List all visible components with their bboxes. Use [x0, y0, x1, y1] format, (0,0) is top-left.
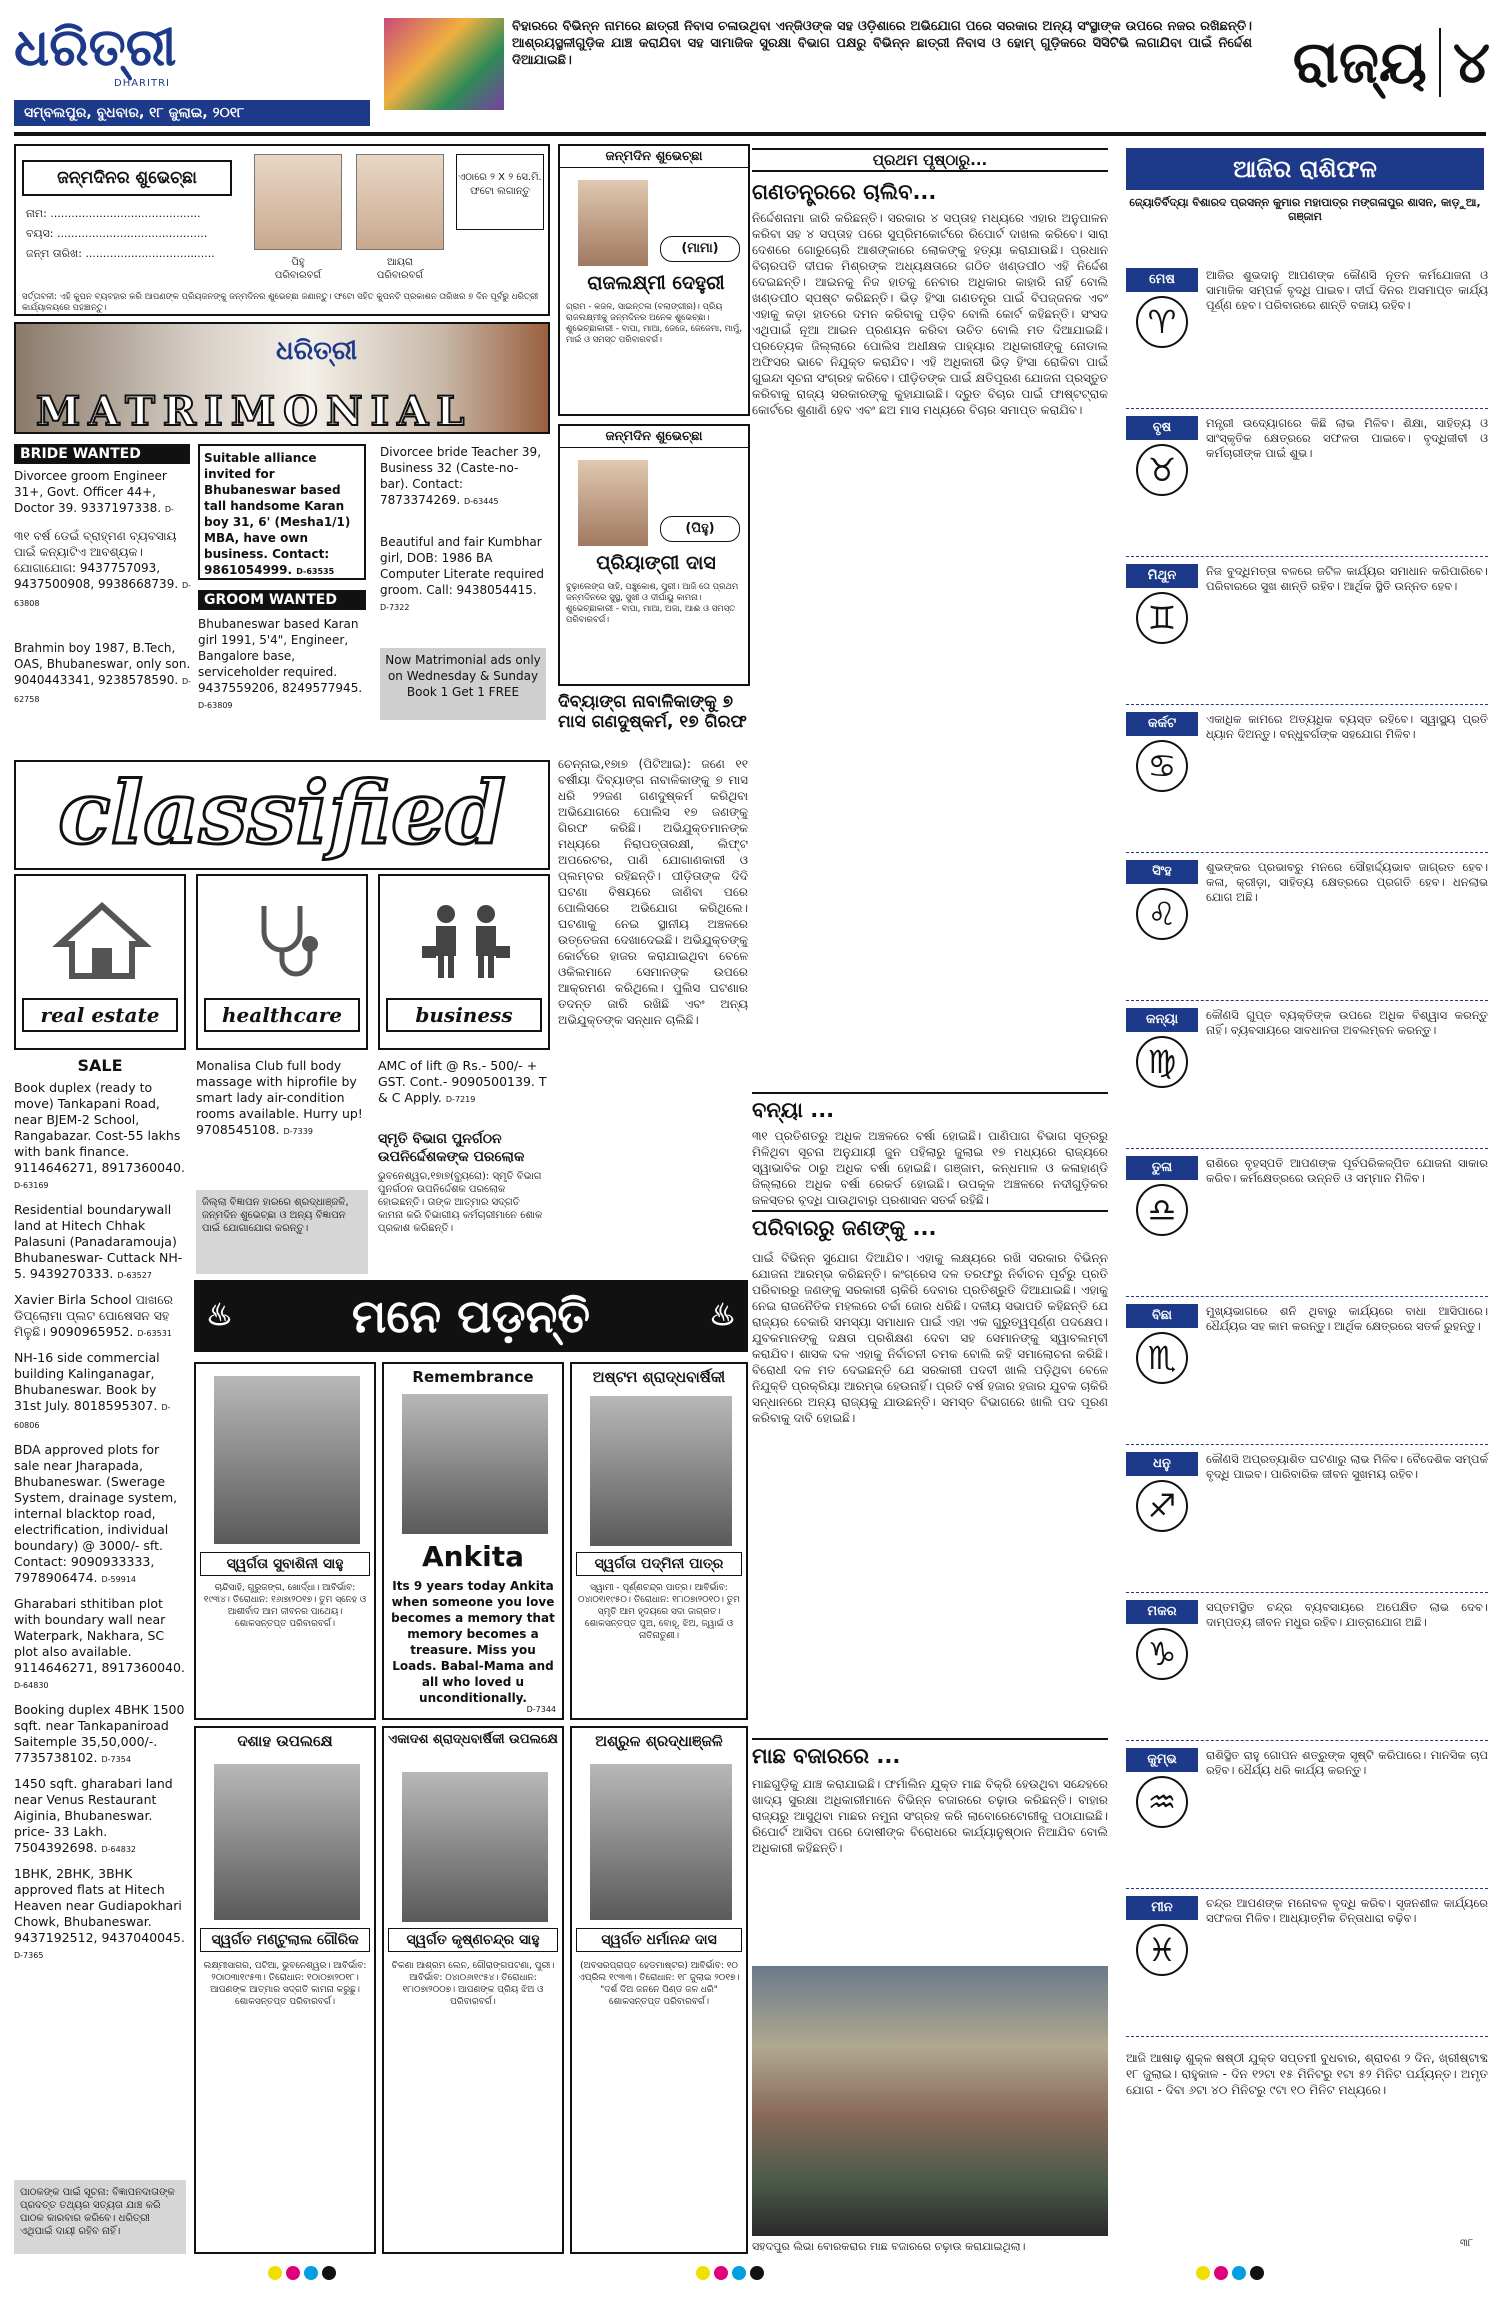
memorial-body: ଲକ୍ଷ୍ମୀସାଗର, ପଟିଆ, ଭୁବନେଶ୍ୱର। ଆବିର୍ଭାବ: ୨୦ା୦୩ା୧୯୫୩। ତିରୋଧାନ: ୧୦ା୦୭ା୨୦୧୮। ଆପଣଙ୍କ ଆତ୍ମାର ସଦ୍‌ଗତି କାମନା କରୁଛୁ। ଶୋକସନ୍ତପ୍ତ ପରିବାରବର୍ଗ। — [203, 1961, 367, 2007]
memorial-card — [194, 1362, 376, 1720]
memorial-name: Ankita — [421, 1540, 525, 1573]
sign-separator — [1126, 1296, 1488, 1297]
ad-code: D-63809 — [198, 701, 233, 710]
ad-code: D-7219 — [445, 1095, 476, 1104]
sign-separator — [1126, 1000, 1488, 1001]
kid-from: ପରିବାରବର୍ଗ — [274, 270, 322, 281]
classified-ad — [14, 1080, 186, 1194]
kid-caption — [350, 256, 450, 282]
sign-separator — [1126, 1888, 1488, 1889]
birthday-coupon — [14, 144, 550, 316]
healthcare-note: ଜିଲ୍ଲା ବିଜ୍ଞାପନ ହାରରେ ଶ୍ରଦ୍ଧାଞ୍ଜଳି, ଜନ୍ମଦିନ ଶୁଭେଚ୍ଛା ଓ ଅନ୍ୟ ବିଜ୍ଞାପନ ପାଇଁ ଯୋଗାଯୋଗ କରନ୍ତୁ। — [196, 1190, 368, 1274]
ad-code: D-7365 — [14, 1951, 44, 1960]
ad-text: ୩୧ ବର୍ଷ ଡେଇଁ ବ୍ରାହ୍ମଣ ବ୍ୟବସାୟ ପାଇଁ କନ୍ୟାଟିଏ ଆବଶ୍ୟକ। ଯୋଗାଯୋଗ: 9437757093, 9437500908, 9938668739. — [14, 529, 179, 591]
dateline: ସମ୍ବଲପୁର, ବୁଧବାର, ୧୮ ଜୁଲାଇ, ୨୦୧୮ — [14, 100, 370, 126]
zodiac-icon: ♊ — [1136, 592, 1188, 644]
memorial-photo — [214, 1764, 360, 1920]
zodiac-icon: ♐ — [1136, 1480, 1188, 1532]
memorial-body: ଚାନ୍ଦିସାହି, ଗୁରୁଜଙ୍ଗ, ଖୋର୍ଦ୍ଧା। ଆବିର୍ଭାବ: ୧୯୩୪। ତିରୋଧାନ: ୧୬ା୭ା୨୦୧୭। ତୁମ ସ୍ନେହ ଓ ଆଶୀର୍ବାଦ ଆମ ଜୀବନର ପାଥେୟ। ଶୋକସନ୍ତପ୍ତ ପରିବାରବର୍ଗ। — [203, 1583, 367, 1629]
memorial-title: ଦଶାହ ଉପଲକ୍ଷେ — [237, 1732, 333, 1750]
ad-text: AMC of lift @ Rs.- 500/- + GST. Cont.- 9090500139. T & C Apply. — [378, 1058, 547, 1105]
remembrance-banner — [194, 1280, 748, 1352]
birthday-ad-relation: (ପିହୁ) — [660, 516, 740, 542]
sign-prediction: ଚନ୍ଦ୍ର ଆପଣଙ୍କ ମନୋବଳ ବୃଦ୍ଧି କରିବ। ସୃଜନଶୀଳ କାର୍ଯ୍ୟରେ ସଫଳତା ମିଳିବ। ଆଧ୍ୟାତ୍ମିକ ଚିନ୍ତାଧାରା ବଢ଼ିବ। — [1206, 1896, 1488, 1925]
birthday-ad-relation: (ମାମା) — [660, 236, 740, 262]
sign-prediction: କୌଣସି ଅପ୍ରତ୍ୟାଶିତ ଘଟଣାରୁ ଲାଭ ମିଳିବ। ବୈଦେଶିକ ସମ୍ପର୍କ ବୃଦ୍ଧି ପାଇବ। ପାରିବାରିକ ଜୀବନ ସୁଖମୟ ରହିବ। — [1206, 1452, 1488, 1481]
reader-note: ପାଠକଙ୍କ ପାଇଁ ସୂଚନା: ବିଜ୍ଞାପନଦାତାଙ୍କ ପ୍ରଦତ୍ତ ତଥ୍ୟର ସତ୍ୟତା ଯାଞ୍ଚ କରି ପାଠକ କାରବାର କରିବେ। ଧରିତ୍ରୀ ଏଥିପାଇଁ ଦାୟୀ ରହିବ ନାହିଁ। — [14, 2180, 186, 2254]
ad-code: D-63808 — [14, 581, 192, 608]
lamp-icon: ♨ — [709, 1298, 736, 1333]
category-label: healthcare — [204, 998, 360, 1032]
memorial-name: ସ୍ୱର୍ଗତା ପଦ୍ମିନୀ ପାତ୍ର — [576, 1552, 742, 1576]
ad-code: D-7344 — [526, 1705, 556, 1714]
category-real-estate — [14, 874, 186, 1050]
page-label — [1250, 28, 1490, 108]
zodiac-icon: ♒ — [1136, 1776, 1188, 1828]
ad-code: D-60806 — [14, 1403, 171, 1430]
healthcare-column — [196, 1058, 368, 1188]
category-label: real estate — [22, 998, 178, 1032]
horoscope-sign — [1126, 1156, 1488, 1296]
header-rule — [14, 132, 1486, 136]
birthday-ad-body: ଗ୍ରାମ - କଜଳ, ସାଇନ୍ତଳା (ବଲାଙ୍ଗୀର)। ପ୍ରିୟ ରାଜଲକ୍ଷ୍ମୀକୁ ଜନ୍ମଦିନର ଅନେକ ଶୁଭେଚ୍ଛା। ଶୁଭେଚ୍ଛାକାରୀ - ବାପା, ମାଆ, ଜେଜେ, ଜେଜେମା, ମାମୁଁ, ମାଇଁ ଓ ସମସ୍ତ ପରିବାରବର୍ଗ। — [566, 302, 742, 345]
sign-name: କୁମ୍ଭ — [1126, 1748, 1198, 1772]
matrimonial-word: MATRIMONIAL — [36, 388, 473, 435]
ad-text: BDA approved plots for sale near Jharapada, Bhubaneswar. (Swerage System, drainage system, internal blacktop road, electrification, individual boundary) @ 3000/- sft. Contact: 9090933333, 7978906474. — [14, 1442, 178, 1585]
category-business — [378, 874, 550, 1050]
ad-text: Residential boundarywall land at Hitech Chhak Palasuni (Panadaramouja) Bhubaneswar- Cuttack NH-5. 9439270333. — [14, 1202, 183, 1281]
horoscope-sign — [1126, 564, 1488, 704]
birthday-ad-caption: ଜନ୍ମଦିନ ଶୁଭେଚ୍ଛା — [560, 146, 748, 168]
ad-code: D-7354 — [101, 1755, 131, 1764]
classified-ad — [14, 1776, 186, 1858]
matrimonial-ad — [198, 616, 368, 726]
story-body: ପାଇଁ ବିଭିନ୍ନ ସୁଯୋଗ ଦିଆଯିବ। ଏହାକୁ ଲକ୍ଷ୍ୟରେ ରଖି ସରକାର ବିଭିନ୍ନ ଯୋଜନା ଆରମ୍ଭ କରିଛନ୍ତି। କଂଗ୍ରେସ ଦଳ ତରଫରୁ ନିର୍ବାଚନ ପୂର୍ବରୁ ପ୍ରତି ପରିବାରରୁ ଜଣଙ୍କୁ ସରକାରୀ ଚାକିରି ଦେବାର ପ୍ରତିଶ୍ରୁତି ଦିଆଯାଇଛି। ଏହାକୁ ନେଇ ରାଜନୈତିକ ମହଲରେ ଚର୍ଚ୍ଚା ଜୋର ଧରିଛି। ଦଳୀୟ ସଭାପତି କହିଛନ୍ତି ଯେ ରାଜ୍ୟର ବେକାରି ସମସ୍ୟା ସମାଧାନ ପାଇଁ ଏହା ଏକ ଗୁରୁତ୍ୱପୂର୍ଣ୍ଣ ପଦକ୍ଷେପ। ଯୁବକମାନଙ୍କୁ ଦକ୍ଷତା ପ୍ରଶିକ୍ଷଣ ଦେବା ସହ ସେମାନଙ୍କୁ ସ୍ୱାବଲମ୍ବୀ କରାଯିବ। ଶାସକ ଦଳ ଏହାକୁ ନିର୍ବାଚନୀ ଚମକ ବୋଲି କହି ସମାଲୋଚନା କରିଛି। ବିରୋଧୀ ଦଳ ମତ ଦେଇଛନ୍ତି ଯେ ସରକାରୀ ପଦବୀ ଖାଲି ପଡ଼ିଥିବା ବେଳେ ନିଯୁକ୍ତି ପ୍ରକ୍ରିୟା ଆରମ୍ଭ ହେଉନାହିଁ। ପ୍ରତି ବର୍ଷ ହଜାର ହଜାର ଯୁବକ ଚାକିରି ସନ୍ଧାନରେ ଅନ୍ୟ ରାଜ୍ୟକୁ ଯାଉଛନ୍ତି। ସମସ୍ତ ବିଭାଗରେ ଖାଲି ପଦ ପୂରଣ କରିବାକୁ ଦାବି ହୋଇଛି। — [752, 1251, 1108, 1425]
birthday-ad-photo — [578, 180, 648, 266]
sign-name: ବିଛା — [1126, 1304, 1198, 1328]
horoscope-sign — [1126, 712, 1488, 852]
birthday-ad — [558, 424, 750, 686]
field-name[interactable]: ନାମ: ........................................... — [26, 207, 201, 220]
story-body: ମାଛଗୁଡ଼ିକୁ ଯାଞ୍ଚ କରାଯାଇଛି। ଫର୍ମାଲିନ ଯୁକ୍ତ ମାଛ ବିକ୍ରି ହେଉଥିବା ସନ୍ଦେହରେ ଖାଦ୍ୟ ସୁରକ୍ଷା ଅଧିକାରୀମାନେ ବିଭିନ୍ନ ବଜାରରେ ଚଢ଼ାଉ କରିଛନ୍ତି। ବାହାର ରାଜ୍ୟରୁ ଆସୁଥିବା ମାଛର ନମୁନା ସଂଗ୍ରହ କରି ଲାବୋରେଟୋରୀକୁ ପଠାଯାଇଛି। ରିପୋର୍ଟ ଆସିବା ପରେ ଦୋଷୀଙ୍କ ବିରୋଧରେ କାର୍ଯ୍ୟାନୁଷ୍ଠାନ ନିଆଯିବ ବୋଲି ଅଧିକାରୀ କହିଛନ୍ତି। — [752, 1777, 1108, 1855]
sign-separator — [1126, 2036, 1488, 2037]
memorial-name: ସ୍ୱର୍ଗତ କୃଷ୍ଣଚନ୍ଦ୍ର ସାହୁ — [388, 1928, 558, 1952]
memorial-photo — [214, 1376, 360, 1544]
horoscope-sign — [1126, 860, 1488, 1000]
ad-text: Booking duplex 4BHK 1500 sqft. near Tankapaniroad Saitemple 35,50,000/-. 7735738102. — [14, 1702, 185, 1765]
sign-name: ଧନୁ — [1126, 1452, 1198, 1476]
field-dob[interactable]: ଜନ୍ମ ତାରିଖ: ..................................... — [26, 247, 215, 260]
horoscope-sign — [1126, 1008, 1488, 1148]
ad-code: D-63169 — [14, 1181, 49, 1190]
ad-code: D-62758 — [14, 677, 192, 704]
sign-separator — [1126, 852, 1488, 853]
classified-banner: classified — [14, 760, 550, 870]
stethoscope-icon — [234, 900, 334, 980]
memorial-title: Remembrance — [412, 1368, 534, 1386]
sign-name: କନ୍ୟା — [1126, 1008, 1198, 1032]
ad-text: Suitable alliance invited for Bhubaneswar based tall handsome Karan boy 31, 6' (Mesha1/1) MBA, have own business. Contact: 9861054999. — [204, 451, 351, 577]
sign-prediction: ଶୁଭଙ୍କର ପ୍ରଭାବରୁ ମନରେ ସୌହାର୍ଦ୍ଦ୍ୟଭାବ ଜାଗ୍ରତ ହେବ। କଳା, କ୍ରୀଡ଼ା, ସାହିତ୍ୟ କ୍ଷେତ୍ରରେ ପ୍ରଗତି ହେବ। ଧନଲାଭ ଯୋଗ ଅଛି। — [1206, 860, 1488, 904]
header-teaser: ବିହାରରେ ବିଭିନ୍ନ ନାମରେ ଛାତ୍ରୀ ନିବାସ ଚଳାଉଥିବା ଏନ୍‌ଜିଓଙ୍କ ସହ ଓଡ଼ିଶାରେ ଅଭିଯୋଗ ପରେ ସରକାର ଅନ୍ୟ ସଂସ୍ଥାଙ୍କ ଉପରେ ନଜର ରଖିଛନ୍ତି। ଆଶ୍ରୟସ୍ଥଳୀଗୁଡ଼ିକ ଯାଞ୍ଚ କରାଯିବା ସହ ସାମାଜିକ ସୁରକ୍ଷା ବିଭାଗ ପକ୍ଷରୁ ବିଭିନ୍ନ ଛାତ୍ରୀ ନିବାସ ଓ ହୋମ୍‌ ଗୁଡ଼ିକରେ ସିସିଟିଭି ଲଗାଯିବା ପାଇଁ ନିର୍ଦ୍ଦେଶ ଦିଆଯାଇଛି। — [512, 19, 1252, 68]
memorial-body: ସ୍ୱାମୀ - ପୂର୍ଣ୍ଣଚନ୍ଦ୍ର ପାତ୍ର। ଆବିର୍ଭାବ: ୦୪ା୦୧ା୧୯୫୦। ତିରୋଧାନ: ୧୮ା୦୭ା୨୦୧୦। ତୁମ ସ୍ମୃତି ଆମ ହୃଦୟରେ ସଦା ଜାଗ୍ରତ। ଶୋକସନ୍ତପ୍ତ ପୁଅ, ବୋହୂ, ଝିଅ, ଜ୍ୱାଇଁ ଓ ନାତିନାତୁଣୀ। — [578, 1583, 740, 1641]
zodiac-icon: ♎ — [1136, 1184, 1188, 1236]
ad-text: Bhubaneswar based Karan girl 1991, 5'4", Engineer, Bangalore base, serviceholder required. 9437559206, 8249577945. — [198, 617, 363, 695]
sign-separator — [1126, 1740, 1488, 1741]
ad-code: D-63535 — [296, 567, 335, 576]
birthday-ad — [558, 144, 750, 416]
memorial-photo — [590, 1396, 732, 1546]
memorial-photo — [402, 1394, 548, 1534]
obituary-news-body: ଭୁବନେଶ୍ୱର,୧୭ା୭(ବ୍ୟୁରୋ): ସ୍ମୃତି ବିଭାଗ ପୁନର୍ଗଠନ ଉପନିର୍ଦ୍ଦେଶକ ପରଲୋକ ହୋଇଛନ୍ତି। ତାଙ୍କ ଆତ୍ମାର ସଦ୍‌ଗତି କାମନା କରି ବିଭାଗୀୟ କର୍ମଚାରୀମାନେ ଶୋକ ପ୍ରକାଶ କରିଛନ୍ତି। — [378, 1171, 543, 1234]
classified-ad — [14, 1702, 186, 1768]
story-heading: ମାଛ ବଜାରରେ ... — [752, 1744, 901, 1768]
matrimonial-ad — [380, 444, 546, 530]
zodiac-icon: ♏ — [1136, 1332, 1188, 1384]
kid-name: ପିହୁ — [291, 257, 305, 268]
story-heading: ବନ୍ୟା ... — [752, 1098, 835, 1122]
zodiac-icon: ♍ — [1136, 1036, 1188, 1088]
memorial-card — [194, 1726, 376, 2254]
classified-ad — [378, 1058, 548, 1108]
masthead — [14, 18, 374, 128]
classified-ad — [14, 1202, 186, 1284]
kid-from: ପରିବାରବର୍ଗ — [376, 270, 424, 281]
ad-code: D-64832 — [101, 1845, 136, 1854]
matrimonial-banner — [14, 322, 550, 434]
ad-text: Gharabari sthitiban plot with boundary wall near Waterpark, Nakhara, SC plot also available. 9114646271, 8917360040. — [14, 1596, 185, 1675]
page-code: ୩୮ — [1460, 2238, 1474, 2249]
birthday-ad-name: ପ୍ରିୟାଙ୍ଗୀ ଦାସ — [596, 552, 716, 574]
classified-ad — [14, 1866, 186, 1964]
ad-code: D-7322 — [380, 603, 410, 612]
classified-ad — [14, 1442, 186, 1588]
kid-photo — [356, 154, 444, 250]
matrimonial-ad — [14, 640, 192, 724]
ad-text: Divorcee bride Teacher 39, Business 32 (Caste-no-bar). Contact: 7873374269. — [380, 445, 542, 507]
classified-ad — [14, 1350, 186, 1434]
lamp-icon: ♨ — [206, 1298, 233, 1333]
birthday-ad-caption: ଜନ୍ମଦିନ ଶୁଭେଚ୍ଛା — [560, 426, 748, 448]
ad-text: Book duplex (ready to move) Tankapani Road, near BJEM-2 School, Rangabazar. Cost-55 lakhs with bank finance. 9114646271, 8917360040. — [14, 1080, 185, 1175]
horoscope-sign — [1126, 416, 1488, 556]
horoscope-title: ଆଜିର ରାଶିଫଳ — [1126, 148, 1484, 190]
news-body: ଚେନ୍ନାଇ,୧୭ା୭ (ପିଟିଆଇ): ଜଣେ ୧୧ ବର୍ଷୀୟା ଦିବ୍ୟାଙ୍ଗ ନାବାଳିକାଙ୍କୁ ୭ ମାସ ଧରି ୨୨ଜଣ ଗଣଦୁଷ୍କର୍ମ କରିଥିବା ଅଭିଯୋଗରେ ପୋଲିସ ୧୭ ଜଣଙ୍କୁ ଗିରଫ କରିଛି। ଅଭିଯୁକ୍ତମାନଙ୍କ ମଧ୍ୟରେ ନିରାପତ୍ତାରକ୍ଷୀ, ଲିଫ୍ଟ ଅପରେଟର, ପାଣି ଯୋଗାଣକାରୀ ଓ ପ୍ଲମ୍ବର ରହିଛନ୍ତି। ପୀଡ଼ିତାଙ୍କ ଦିଦି ଘଟଣା ବିଷୟରେ ଜାଣିବା ପରେ ପୋଲିସରେ ଅଭିଯୋଗ କରିଥିଲେ। ଘଟଣାକୁ ନେଇ ସ୍ଥାନୀୟ ଅଞ୍ଚଳରେ ଉତ୍ତେଜନା ଦେଖାଦେଇଛି। ଅଭିଯୁକ୍ତଙ୍କୁ କୋର୍ଟରେ ହାଜର କରାଯାଇଥିବା ବେଳେ ଓକିଲମାନେ ସେମାନଙ୍କ ଉପରେ ଆକ୍ରମଣ କରିଥିଲେ। ପୁଲିସ ଘଟଣାର ତଦନ୍ତ ଜାରି ରଖିଛି ଏବଂ ଅନ୍ୟ ଅଭିଯୁକ୍ତଙ୍କ ସନ୍ଧାନ ଚାଲିଛି। — [558, 757, 748, 1027]
birthday-ad-body: ବୁଢ଼ାଲେଙ୍ଗ ସାହି, ପଞ୍ଚୁକୋଶ, ପୁରୀ। ଆଜି ତୋ ପ୍ରଥମ ଜନ୍ମଦିନରେ ସୁସ୍ଥ, ସୁଖୀ ଓ ଦୀର୍ଘାୟୁ କାମନା। ଶୁଭେଚ୍ଛାକାରୀ - ବାପା, ମାଆ, ଅଜା, ଆଈ ଓ ସମସ୍ତ ପରିବାରବର୍ଗ। — [566, 582, 739, 625]
obituary-news — [378, 1130, 548, 1276]
sign-prediction: ରାଶିରେ ବୃହସ୍ପତି ଆପଣଙ୍କ ପୂର୍ବପରିକଳ୍ପିତ ଯୋଜନା ସାକାର କରିବ। କର୍ମକ୍ଷେତ୍ରରେ ଉନ୍ନତି ଓ ସମ୍ମାନ ମିଳିବ। — [1206, 1156, 1488, 1185]
birthday-coupon-fields — [26, 204, 246, 264]
horoscope-byline: ଜ୍ୟୋତିର୍ବିଦ୍ୟା ବିଶାରଦ ପ୍ରସନ୍ନ କୁମାର ମହାପାତ୍ର ମଙ୍ଗଳାପୁର ଶାସନ, କାଡ଼ୁଆ, ଗଞ୍ଜାମ — [1129, 196, 1481, 223]
memorial-title: ଅଷ୍ଟମ ଶ୍ରାଦ୍ଧବାର୍ଷିକୀ — [592, 1368, 726, 1386]
zodiac-icon: ♓ — [1136, 1924, 1188, 1976]
businessmen-icon — [416, 900, 516, 980]
newspaper-logo: ଧରିତ୍ରୀ — [14, 17, 177, 78]
ad-code: D- — [164, 505, 174, 514]
classified-ad — [14, 1596, 186, 1694]
memorial-body: ଚିକଣା ଆଶ୍ରମ ଲେନ, ଗୌରାଙ୍ଗପଟଣା, ପୁରୀ। ଆବିର୍ଭାବ: ୦୪ା୦୬ା୧୯୫୪। ତିରୋଧାନ: ୧୮ା୦୭ା୨୦୦୭। ଆପଣଙ୍କ ପ୍ରିୟ ଝିଅ ଓ ପରିବାରବର୍ଗ। — [391, 1961, 555, 2007]
memorial-photo — [590, 1764, 732, 1920]
memorial-title: ଅଶ୍ରୁଳ ଶ୍ରଦ୍ଧାଞ୍ଜଳି — [595, 1732, 723, 1750]
sign-prediction: ମୁଖ୍ୟଭାଗରେ ଶନି ଥିବାରୁ କାର୍ଯ୍ୟରେ ବାଧା ଆସିପାରେ। ଧୈର୍ଯ୍ୟର ସହ କାମ କରନ୍ତୁ। ଆର୍ଥିକ କ୍ଷେତ୍ରରେ ସତର୍କ ରୁହନ୍ତୁ। — [1206, 1304, 1488, 1333]
story-divider — [752, 1092, 1108, 1094]
sign-separator — [1126, 556, 1488, 557]
memorial-name: ସ୍ୱର୍ଗତ ଧର୍ମାନନ୍ଦ ଦାସ — [576, 1928, 742, 1952]
horoscope-sign — [1126, 268, 1488, 408]
horoscope-sign — [1126, 1452, 1488, 1592]
matrimonial-ad — [380, 534, 546, 638]
remembrance-banner-text: ମନେ ପଡ଼ନ୍ତି — [351, 1289, 591, 1343]
ad-code: D-59914 — [101, 1575, 136, 1584]
sign-prediction: ନିଜ ବୁଦ୍ଧିମତ୍ତା ବଳରେ ଜଟିଳ କାର୍ଯ୍ୟର ସମାଧାନ କରିପାରିବେ। ପରିବାରରେ ସୁଖ ଶାନ୍ତି ରହିବ। ଆର୍ଥିକ ସ୍ଥିତି ଉନ୍ନତ ହେବ। — [1206, 564, 1488, 593]
sign-prediction: ରାଶିସ୍ଥିତ ରାହୁ ଗୋପନ ଶତ୍ରୁଙ୍କ ସୃଷ୍ଟି କରିପାରେ। ମାନସିକ ଚାପ ରହିବ। ଧୈର୍ଯ୍ୟ ଧରି କାର୍ଯ୍ୟ କରନ୍ତୁ। — [1206, 1748, 1488, 1777]
sign-prediction: କୌଣସି ଗୁପ୍ତ ବ୍ୟକ୍ତିଙ୍କ ଉପରେ ଅଧିକ ବିଶ୍ୱାସ କରନ୍ତୁ ନାହିଁ। ବ୍ୟବସାୟରେ ସାବଧାନତା ଅବଲମ୍ବନ କରନ୍ତୁ। — [1206, 1008, 1488, 1037]
real-estate-column — [14, 1058, 186, 2178]
sign-separator — [1126, 1444, 1488, 1445]
ad-text: Monalisa Club full body massage with hiprofile by smart lady air-condition rooms available. Hurry up! 9708545108. — [196, 1058, 363, 1137]
obituary-news-heading: ସ୍ମୃତି ବିଭାଗ ପୁନର୍ଗଠନ ଉପନିର୍ଦ୍ଦେଶକଙ୍କ ପରଲୋକ — [378, 1131, 525, 1165]
sign-separator — [1126, 704, 1488, 705]
page-section: ରାଜ୍ୟ — [1292, 28, 1427, 96]
field-age[interactable]: ବୟସ: ........................................... — [26, 227, 208, 240]
groom-wanted-label: GROOM WANTED — [198, 590, 366, 610]
story-heading: ପରିବାରରୁ ଜଣଙ୍କୁ ... — [752, 1216, 937, 1240]
ad-text: NH-16 side commercial building Kalinganagar, Bhubaneswar. Book by 31st July. 8018595307. — [14, 1350, 160, 1413]
sign-separator — [1126, 1592, 1488, 1593]
business-column — [378, 1058, 548, 1128]
house-icon — [52, 900, 152, 980]
ad-code: D-7339 — [283, 1127, 313, 1136]
memorial-title: ଏକାଦଶ ଶ୍ରାଦ୍ଧବାର୍ଷିକୀ ଉପଲକ୍ଷେ — [388, 1732, 558, 1747]
memorial-name: ସ୍ୱର୍ଗତା ସୁବାଶିନୀ ସାହୁ — [200, 1552, 370, 1576]
memorial-card — [570, 1362, 748, 1720]
story-heading: ଗଣତନ୍ତ୍ରରେ ଚାଲିବ... — [752, 180, 937, 204]
birthday-ad-name: ରାଜଲକ୍ଷ୍ମୀ ଦେହୁରୀ — [587, 272, 725, 294]
birthday-coupon-title: ଜନ୍ମଦିନର ଶୁଭେଚ୍ଛା — [22, 160, 232, 196]
zodiac-icon: ♌ — [1136, 888, 1188, 940]
story-body: ୩୧ ପ୍ରତିଶତରୁ ଅଧିକ ଅଞ୍ଚଳରେ ବର୍ଷା ହୋଇଛି। ପାଣିପାଗ ବିଭାଗ ସୂତ୍ରରୁ ମିଳିଥିବା ସୂଚନା ଅନୁଯାୟୀ ଜୁନ ପହିଲାରୁ ଜୁଲାଇ ୧୭ ମଧ୍ୟରେ ରାଜ୍ୟରେ ସ୍ୱାଭାବିକ ଠାରୁ ଅଧିକ ବର୍ଷା ହୋଇଛି। ଗଞ୍ଜାମ, କନ୍ଧମାଳ ଓ କଳାହାଣ୍ଡି ଜିଲ୍ଲାରେ ଅଧିକ ବର୍ଷା ରେକର୍ଡ ହୋଇଛି। ଉପକୂଳ ଅଞ୍ଚଳରେ ନଦୀଗୁଡ଼ିକର ଜଳସ୍ତର ବୃଦ୍ଧି ପାଉଥିବାରୁ ପ୍ରଶାସନ ସତର୍କ ରହିଛି। — [752, 1129, 1108, 1206]
sign-name: କର୍କଟ — [1126, 712, 1198, 736]
memorial-name: ସ୍ୱର୍ଗତ ମଣ୍ଟୁଲାଲ ଗୌରିକ — [200, 1928, 370, 1952]
classified-ad — [14, 1292, 186, 1342]
memorial-body: Its 9 years today Ankita when someone you love becomes a memory that memory becomes a treasure. Miss you Loads. Babal-Mama and all who loved u unconditionally. — [391, 1579, 555, 1705]
memorial-card — [570, 1726, 748, 2254]
sign-prediction: ମନ୍ତ୍ରୀ ଉଦ୍ୟୋଗରେ କିଛି ଲାଭ ମିଳିବ। ଶିକ୍ଷା, ସାହିତ୍ୟ ଓ ସାଂସ୍କୃତିକ କ୍ଷେତ୍ରରେ ସଫଳତା ପାଇବେ। ବୃଦ୍ଧିଜୀବୀ ଓ କର୍ମଚାରୀଙ୍କ ପାଇଁ ଶୁଭ। — [1206, 416, 1488, 460]
news-heading: ଦିବ୍ୟାଙ୍ଗ ନାବାଳିକାଙ୍କୁ ୭ ମାସ ଗଣଦୁଷ୍କର୍ମ, ୧୭ ଗିରଫ — [558, 692, 747, 732]
sign-name: ବୃଷ — [1126, 416, 1198, 440]
horoscope-sign — [1126, 1304, 1488, 1444]
memorial-card — [382, 1726, 564, 2254]
sale-heading: SALE — [77, 1058, 123, 1075]
horoscope-sign — [1126, 1748, 1488, 1888]
memorial-photo — [402, 1772, 548, 1922]
sign-name: ତୁଳା — [1126, 1156, 1198, 1180]
ad-text: Divorcee groom Engineer 31+, Govt. Officer 44+, Doctor 39. 9337197338. — [14, 469, 167, 515]
registration-marks — [1196, 2266, 1286, 2286]
ad-code: D-64830 — [14, 1681, 49, 1690]
kid-photo — [254, 154, 342, 250]
story-divider — [752, 1210, 1108, 1212]
sign-name: ମକର — [1126, 1600, 1198, 1624]
matrimonial-logo: ଧରିତ୍ରୀ — [276, 336, 358, 366]
ad-code: D-63527 — [117, 1271, 152, 1280]
ad-code: D-63531 — [137, 1329, 172, 1338]
ad-text: 1BHK, 2BHK, 3BHK approved flats at Hitech Heaven near Gudiapokhari Chowk, Bhubaneswar. 9437192512, 9437040045. — [14, 1866, 185, 1945]
ad-text: Beautiful and fair Kumbhar girl, DOB: 1986 BA Computer Literate required groom. Call: 9438054415. — [380, 535, 545, 597]
horoscope-sign — [1126, 1896, 1488, 2036]
story-body: ନିର୍ଦ୍ଦେଶନାମା ଜାରି କରିଛନ୍ତି। ସରକାର ୪ ସପ୍ତାହ ମଧ୍ୟରେ ଏହାର ଅନୁପାଳନ କରିବା ସହ ୪ ସପ୍ତାହ ପରେ ସୁପ୍ରିମକୋର୍ଟରେ ରିପୋର୍ଟ ଦାଖଲ କରିବେ। ସାରା ଦେଶରେ ଗୋରୁଚୋରି ଆଶଙ୍କାରେ ଲୋକଙ୍କୁ ହତ୍ୟା କରାଯାଉଛି। ପ୍ରଧାନ ବିଚାରପତି ଦୀପକ ମିଶ୍ରଙ୍କ ଅଧ୍ୟକ୍ଷତାରେ ଗଠିତ ଖଣ୍ଡପୀଠ ଏହି ନିର୍ଦ୍ଦେଶ ଦେଇଛନ୍ତି। ଆଇନକୁ ନିଜ ହାତକୁ ନେବାର ଅଧିକାର କାହାରି ନାହିଁ ବୋଲି ଖଣ୍ଡପୀଠ ସ୍ପଷ୍ଟ କରିଛନ୍ତି। ଭିଡ଼ ହିଂସା ଗଣତନ୍ତ୍ର ପାଇଁ ବିପଜ୍ଜନକ ଏବଂ ଏହାକୁ କଡ଼ା ହାତରେ ଦମନ କରିବାକୁ ପଡ଼ିବ ବୋଲି କୋର୍ଟ କହିଛନ୍ତି। ସଂସଦ ଏଥିପାଇଁ ନୂଆ ଆଇନ ପ୍ରଣୟନ କରିବା ଉଚିତ ବୋଲି ମତ ଦିଆଯାଇଛି। ପ୍ରତ୍ୟେକ ଜିଲ୍ଲାରେ ପୋଲିସ ଅଧୀକ୍ଷକ ପାହ୍ୟାର ଅଧିକାରୀଙ୍କୁ ନୋଡାଲ ଅଫିସର ଭାବେ ନିଯୁକ୍ତ କରାଯିବ। ଏହି ଅଧିକାରୀ ଭିଡ଼ ହିଂସା ରୋକିବା ପାଇଁ ଗୁଇନ୍ଦା ସୂଚନା ସଂଗ୍ରହ କରିବେ। ପୀଡ଼ିତଙ୍କ ପାଇଁ କ୍ଷତିପୂରଣ ଯୋଜନା ପ୍ରସ୍ତୁତ କରିବାକୁ ରାଜ୍ୟ ସରକାରଙ୍କୁ କୁହାଯାଇଛି। ଦ୍ରୁତ ବିଚାର ପାଇଁ ଫାଷ୍ଟଟ୍ରାକ କୋର୍ଟରେ ଶୁଣାଣି ହେବ ଏବଂ ଛଅ ମାସ ମଧ୍ୟରେ ବିଚାର ସମାପ୍ତ କରାଯିବ। — [752, 211, 1108, 417]
sign-separator — [1126, 1148, 1488, 1149]
sign-prediction: ଆଜିର ଶୁଭଦାନୁ ଆପଣଙ୍କ କୌଣସି ନୂତନ କର୍ମଯୋଜନା ଓ ସାମାଜିକ ସମ୍ପର୍କ ବୃଦ୍ଧି ପାଇବ। ଦୀର୍ଘ ଦିନର ଅସମାପ୍ତ କାର୍ଯ୍ୟ ପୂର୍ଣ୍ଣ ହେବ। ପରିବାରରେ ଶାନ୍ତି ବଜାୟ ରହିବ। — [1206, 268, 1488, 312]
birthday-ad-photo — [578, 460, 648, 546]
sign-prediction: ସପ୍ତମସ୍ଥିତ ଚନ୍ଦ୍ର ବ୍ୟବସାୟରେ ଅପେକ୍ଷିତ ଲାଭ ଦେବ। ଦାମ୍ପତ୍ୟ ଜୀବନ ମଧୁର ରହିବ। ଯାତ୍ରାଯୋଗ ଅଛି। — [1206, 1600, 1488, 1629]
newspaper-logo-sub: DHARITRI — [114, 78, 170, 89]
bride-wanted-label: BRIDE WANTED — [14, 444, 190, 464]
classified-ad — [196, 1058, 368, 1140]
zodiac-icon: ♈ — [1136, 296, 1188, 348]
category-label: business — [386, 998, 542, 1032]
matrimonial-ad — [14, 468, 192, 520]
matrimonial-featured-ad — [198, 444, 366, 580]
ad-text: Brahmin boy 1987, B.Tech, OAS, Bhubaneswar, only son. 9040443341, 9238578590. — [14, 641, 191, 687]
matrimonial-ad — [14, 528, 192, 612]
story-divider — [752, 1738, 1108, 1740]
memorial-card — [382, 1362, 564, 1720]
sign-name: ମେଷ — [1126, 268, 1198, 292]
registration-marks — [696, 2266, 786, 2286]
kid-caption — [248, 256, 348, 282]
page-number: ୪ — [1439, 28, 1490, 97]
zodiac-icon: ♉ — [1136, 444, 1188, 496]
sign-name: ସିଂହ — [1126, 860, 1198, 884]
horoscope-sign — [1126, 1600, 1488, 1740]
sign-name: ମୀନ — [1126, 1896, 1198, 1920]
memorial-body: (ଅବସରପ୍ରାପ୍ତ ହେଡମାଷ୍ଟର) ଆବିର୍ଭାବ: ୧୦ ଏପ୍ରିଲ ୧୯୩୩। ତିରୋଧାନ: ୧୮ ଜୁଲାଇ ୨୦୧୭। "ଦର୍ଶ ଦିଅ ଜନନେ ପିଣ୍ଡ ଜଳ ଧରି" ଶୋକସନ୍ତପ୍ତ ପରିବାରବର୍ଗ। — [578, 1961, 740, 2007]
fish-market-photo — [752, 1966, 1108, 2236]
ad-text: 1450 sqft. gharabari land near Venus Restaurant Aiginia, Bhubaneswar. price- 33 Lakh. 7504392698. — [14, 1776, 173, 1855]
photo-size-note: ଏଠାରେ ୨ X ୨ ସେ.ମି. ଫଟୋ ଲଗାନ୍ତୁ — [456, 154, 544, 230]
zodiac-icon: ♋ — [1136, 740, 1188, 792]
header-photo — [384, 18, 504, 110]
category-healthcare — [196, 874, 368, 1050]
birthday-coupon-terms: ସର୍ତ୍ତାବଳୀ: ଏହି କୁପନ ବ୍ୟବହାର କରି ଆପଣଙ୍କ ପ୍ରିୟଜନଙ୍କୁ ଜନ୍ମଦିନର ଶୁଭେଚ୍ଛା ଜଣାନ୍ତୁ। ଫଟୋ ସହିତ କୁପନଟି ପ୍ରକାଶନ ତାରିଖର ୭ ଦିନ ପୂର୍ବରୁ ଧରିତ୍ରୀ କାର୍ଯ୍ୟାଳୟରେ ପହଞ୍ଚାନ୍ତୁ। — [22, 292, 539, 313]
kid-name: ଆୟରା — [387, 257, 413, 268]
photo-caption: ସହଦପୁର ଲିଭା ବୋରକରାର ମାଛ ବଜାରରେ ଚଢ଼ାଉ କରାଯାଇଥିଲା। — [752, 2240, 1026, 2253]
ad-code: D-63445 — [464, 497, 499, 506]
zodiac-icon: ♑ — [1136, 1628, 1188, 1680]
sign-separator — [1126, 408, 1488, 409]
registration-marks — [268, 2266, 358, 2286]
ad-text: Xavier Birla School ପାଖରେ ଡିପ୍ଲୋମା ପ୍ଲଟ ପୋଷେସନ ସହ ମିଳୁଛି। 9090965952. — [14, 1292, 173, 1339]
sign-prediction: ଏକାଧିକ କାମରେ ଅତ୍ୟଧିକ ବ୍ୟସ୍ତ ରହିବେ। ସ୍ୱାସ୍ଥ୍ୟ ପ୍ରତି ଧ୍ୟାନ ଦିଅନ୍ତୁ। ବନ୍ଧୁବର୍ଗଙ୍କ ସହଯୋଗ ମିଳିବ। — [1206, 712, 1488, 741]
panjika: ଆଜି ଆଷାଢ଼ ଶୁକ୍ଳ ଷଷ୍ଠୀ ଯୁକ୍ତ ସପ୍ତମୀ ବୁଧବାର, ଶ୍ରାବଣ ୨ ଦିନ, ଖ୍ରୀଷ୍ଟାବ୍ଦ ୧୮ ଜୁଲାଇ। ରାହୁକାଳ - ଦିନ ୧୨ଟା ୧୫ ମିନିଟରୁ ୧ଟା ୫୨ ମିନିଟ ପର୍ଯ୍ୟନ୍ତ। ଅମୃତ ଯୋଗ - ଦିବା ୬ଟା ୪୦ ମିନିଟରୁ ୯ଟା ୧୦ ମିନିଟ ମଧ୍ୟରେ। — [1126, 2051, 1488, 2097]
sign-name: ମିଥୁନ — [1126, 564, 1198, 588]
front-page-continuation-label: ପ୍ରଥମ ପୃଷ୍ଠାରୁ... — [752, 148, 1108, 172]
matrimonial-notice: Now Matrimonial ads only on Wednesday & Sunday Book 1 Get 1 FREE — [380, 648, 546, 720]
